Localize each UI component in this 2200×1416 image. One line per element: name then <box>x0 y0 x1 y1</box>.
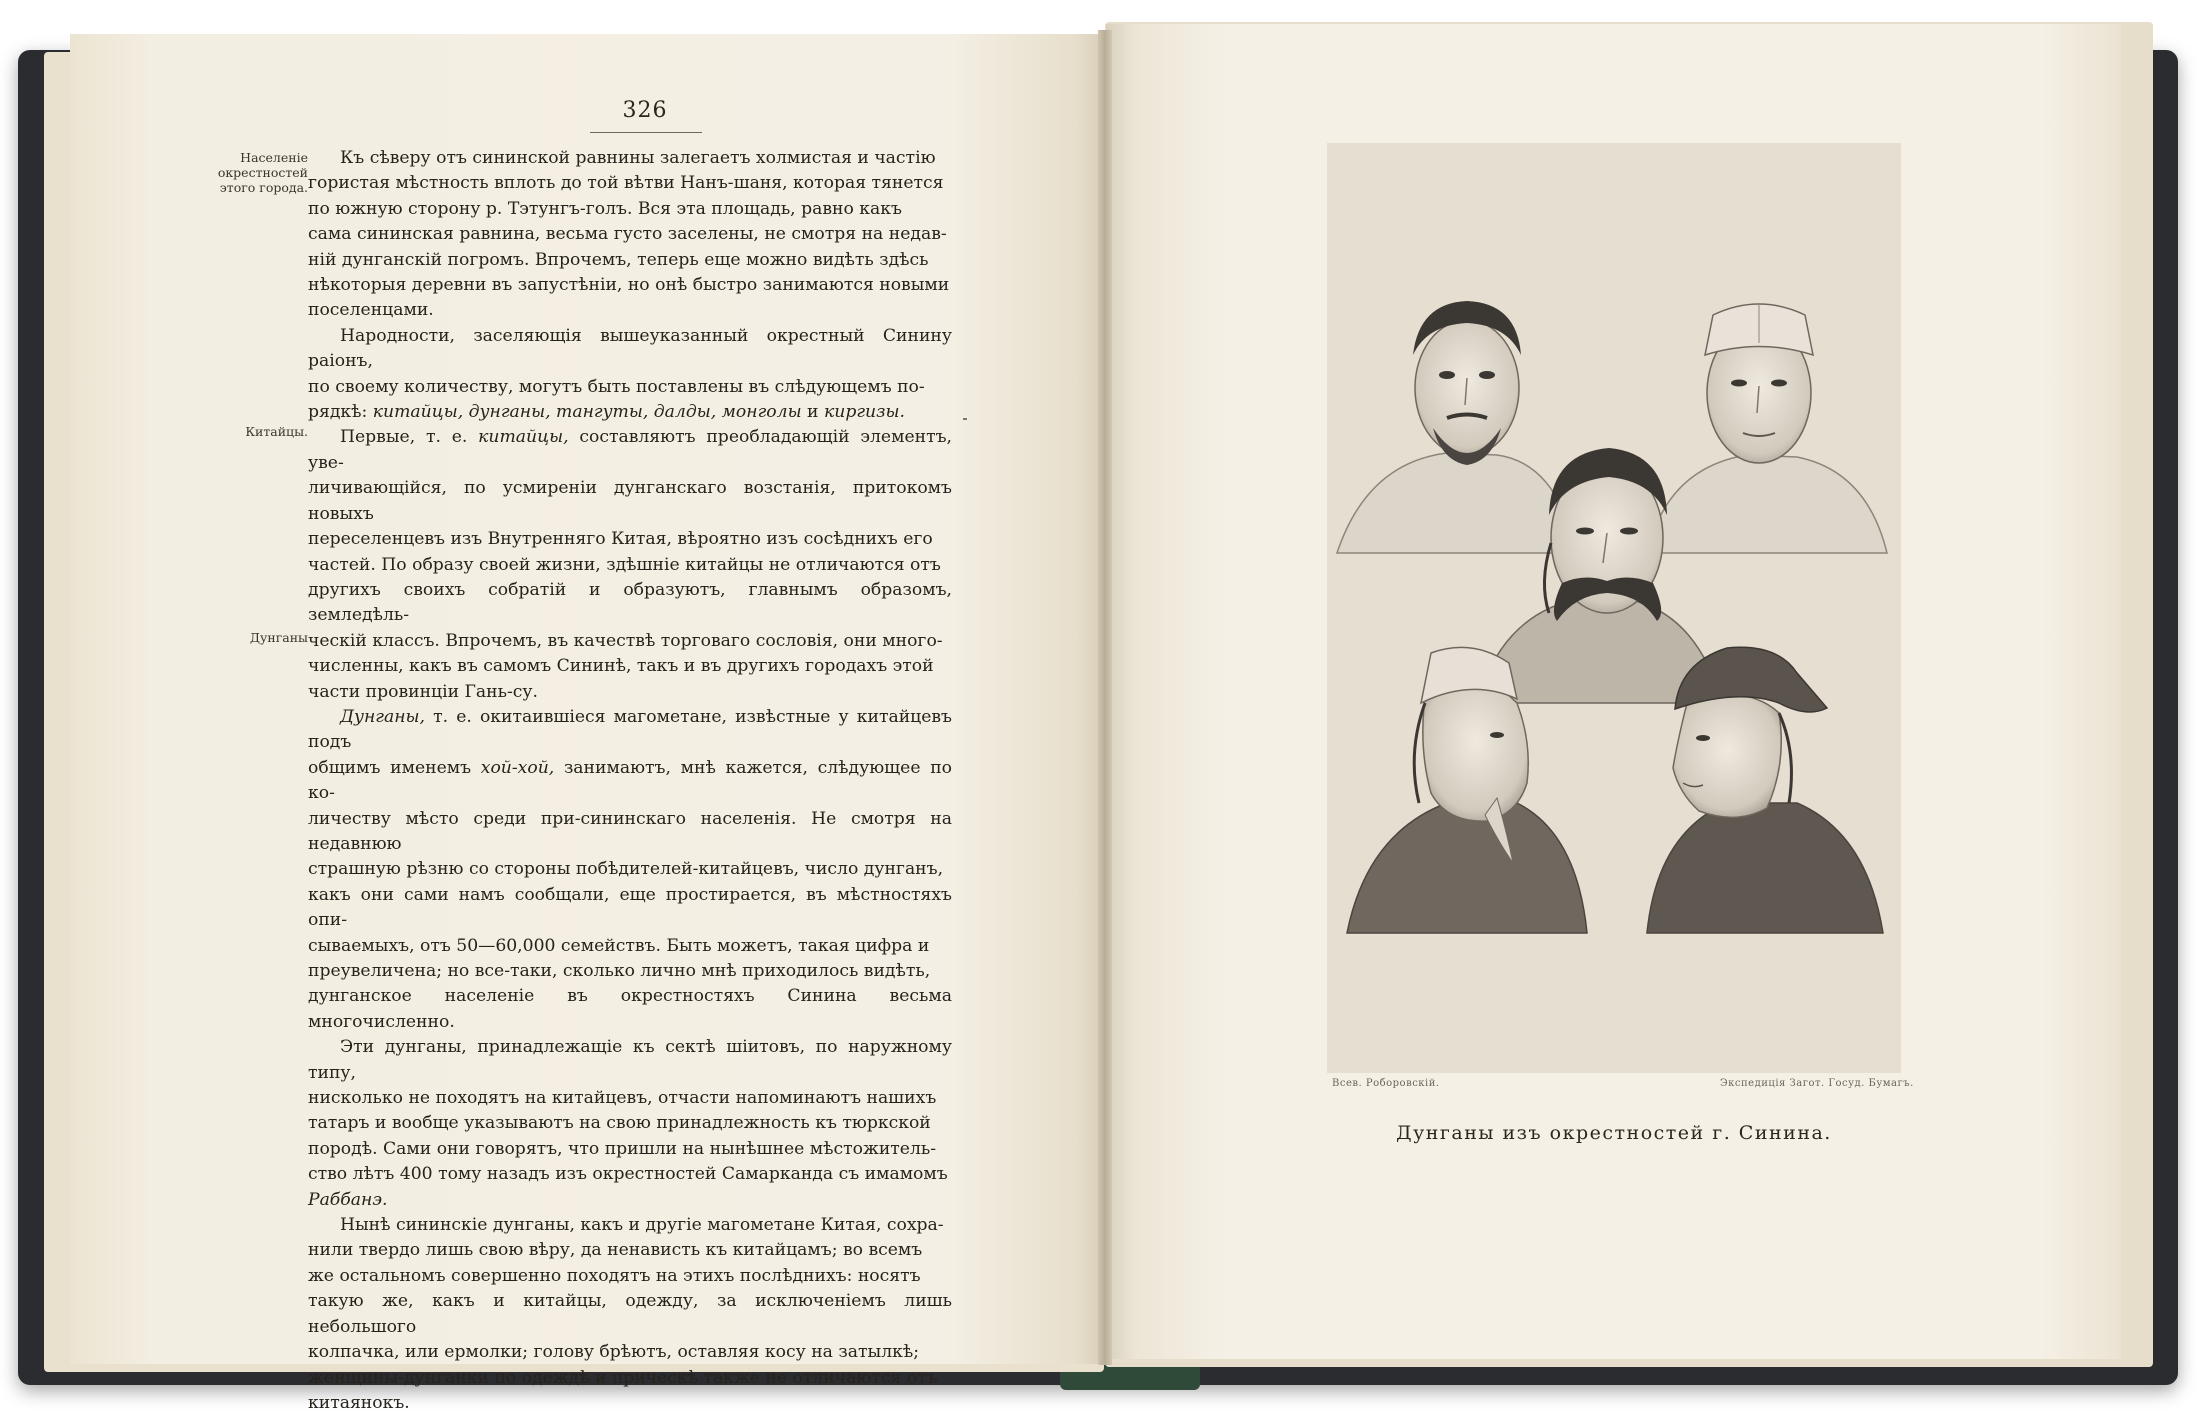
text-line: общимъ именемъ хой-хой, занимаютъ, мнѣ кажется, слѣдующее по ко- <box>308 757 952 804</box>
italic-chinese: китайцы, <box>478 427 569 448</box>
illustration-caption: Дунганы изъ окрестностей г. Синина. <box>1396 1122 1832 1144</box>
text-line: численны, какъ въ самомъ Сининѣ, такъ и въ другихъ городахъ этой <box>308 656 934 677</box>
page-number-rule <box>590 132 702 133</box>
text-line <box>308 1188 952 1213</box>
margin-mark <box>963 418 967 420</box>
text-line: Эти дунганы, принадлежащіе къ сектѣ шіитовъ, по наружному типу, <box>308 1037 952 1083</box>
illustration-credit-printer: Экспедиція Загот. Госуд. Бумагъ. <box>1720 1078 1914 1089</box>
text-line: поселенцами. <box>308 300 434 321</box>
text-line: породѣ. Сами они говорятъ, что пришли на нынѣшнее мѣстожитель- <box>308 1138 937 1159</box>
text-line: нѣкоторыя деревни въ запустѣніи, но онѣ быстро занимаются новыми <box>308 275 950 296</box>
portrait-profile-right <box>1647 647 1883 933</box>
text-line: китаянокъ. <box>308 1392 410 1413</box>
illustration-plate <box>1327 143 1901 1073</box>
text-line: нили твердо лишь свою вѣру, да ненависть къ китайцамъ; во всемъ <box>308 1240 923 1261</box>
text-line: личивающійся, по усмиреніи дунганскаго возстанія, притокомъ новыхъ <box>308 478 952 524</box>
text-line: ство лѣтъ 400 тому назадъ изъ окрестностей Самарканда съ имамомъ <box>308 1164 948 1185</box>
italic-dungans: Дунганы, <box>340 706 425 727</box>
portrait-bearded-man <box>1337 301 1577 553</box>
text-line: сываемыхъ, отъ 50—60,000 семействъ. Быть можетъ, такая цифра и <box>308 935 930 956</box>
italic-kirghiz: киргизы. <box>823 402 905 423</box>
text-line: Къ сѣверу отъ сининской равнины залегаетъ холмистая и частію <box>340 148 936 168</box>
text-line: нисколько не походятъ на китайцевъ, отчасти напоминаютъ нашихъ <box>308 1088 937 1109</box>
text-line: преувеличена; но все-таки, сколько лично мнѣ приходилось видѣть, <box>308 961 931 981</box>
text-line: какъ они сами намъ сообщали, еще простирается, въ мѣстностяхъ опи- <box>308 884 952 931</box>
italic-hoi-hoi: хой-хой, <box>480 757 555 778</box>
italic-rabbane: Раббанэ. <box>308 1189 388 1210</box>
text-line: гористая мѣстность вплоть до той вѣтви Нанъ-шаня, которая тянется <box>308 173 944 194</box>
text-line: сама сининская равнина, весьма густо заселены, не смотря на недав- <box>308 224 947 245</box>
text-line: колпачка, или ермолки; голову брѣютъ, оставляя косу на затылкѣ; <box>308 1342 920 1363</box>
body-text <box>308 146 952 1416</box>
italic-peoples: китайцы, дунганы, тангуты, далды, монголы <box>372 402 802 423</box>
illustration-credit-artist: Всев. Роборовскій. <box>1332 1078 1440 1089</box>
text-line: по своему количеству, могутъ быть поставлены въ слѣдующемъ по- <box>308 376 925 397</box>
text-line: ческій классъ. Впрочемъ, въ качествѣ торговаго сословія, они много- <box>308 630 943 651</box>
portraits-drawing <box>1327 143 1901 1073</box>
page-number: 326 <box>622 98 668 123</box>
sidenote-dungans: Дунганы <box>249 630 308 645</box>
text-line: другихъ своихъ собратій и образуютъ, главнымъ образомъ, земледѣль- <box>308 579 952 626</box>
text-line: женщины-дунганки по одеждѣ и прическѣ также не отличаются отъ <box>308 1367 938 1388</box>
book-gutter <box>1098 30 1112 1365</box>
text-line: рядкѣ: китайцы, дунганы, тангуты, далды, монголы и киргизы. <box>308 402 905 423</box>
sidenote-chinese: Китайцы. <box>245 424 308 439</box>
text-line: татаръ и вообще указываютъ на свою принадлежность къ тюркской <box>308 1113 931 1134</box>
text-line: переселенцевъ изъ Внутренняго Китая, вѣроятно изъ сосѣднихъ его <box>308 529 933 550</box>
text-line: по южную сторону р. Тэтунгъ-голъ. Вся эта площадь, равно какъ <box>308 198 902 219</box>
text-line: такую же, какъ и китайцы, одежду, за исключеніемъ лишь небольшого <box>308 1291 952 1337</box>
portrait-man-with-cap <box>1647 303 1887 553</box>
text-line: ній дунганскій погромъ. Впрочемъ, теперь еще можно видѣть здѣсь <box>308 249 929 270</box>
sidenote-population: Населеніе окрестностей этого города. <box>217 150 308 195</box>
text-line: Первые, т. е. китайцы, составляютъ преобладающій элементъ, уве- <box>308 427 952 473</box>
text-line: Народности, заселяющія вышеуказанный окрестный Синину раіонъ, <box>308 325 952 372</box>
text-line: страшную рѣзню со стороны побѣдителей-китайцевъ, число дунганъ, <box>308 859 944 880</box>
text-line: Дунганы, т. е. окитаившіеся магометане, извѣстные у китайцевъ подъ <box>308 706 952 753</box>
text-line: дунганское населеніе въ окрестностяхъ Синина весьма многочисленно. <box>308 986 952 1032</box>
text-line: частей. По образу своей жизни, здѣшніе китайцы не отличаются отъ <box>308 554 941 575</box>
text-line: личеству мѣсто среди при-сининскаго населенія. Не смотря на недавнюю <box>308 808 952 854</box>
text-line: части провинціи Гань-су. <box>308 681 538 702</box>
text-line: же остальномъ совершенно походятъ на этихъ послѣднихъ: носятъ <box>308 1265 921 1286</box>
text-line: Нынѣ сининскіе дунганы, какъ и другіе магометане Китая, сохра- <box>340 1215 944 1236</box>
